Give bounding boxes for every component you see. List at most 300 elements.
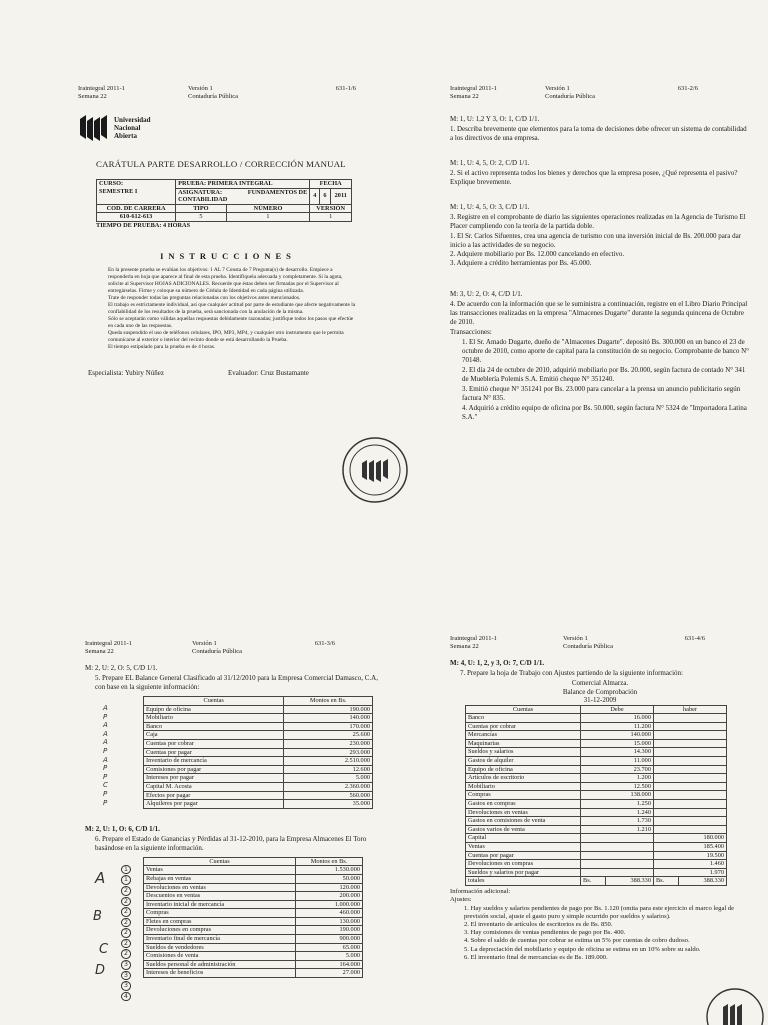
header-course: Iraintegral 2011-1 bbox=[85, 640, 132, 647]
account-amount: 12.600 bbox=[284, 765, 373, 774]
instruction-paragraph: El tiempo estipulado para la prueba es de 4 horas. bbox=[108, 343, 216, 350]
column-header: haber bbox=[653, 705, 726, 714]
header-version: Versión 1 bbox=[188, 85, 213, 92]
instruction-paragraph: Sólo se aceptarán como válidas aquellas respuestas debidamente razonadas; justifique todos los pasos que efectúe en cada uno de las respuestas. bbox=[108, 315, 354, 329]
account-name: Sueldos de vendedores bbox=[144, 943, 296, 952]
ajuste-item: 5. La depreciación del mobiliario y equipo de oficina se estima en un 10% sobre su saldo. bbox=[464, 945, 701, 953]
account-name: Gastos varios de venta bbox=[466, 825, 581, 834]
page-header bbox=[450, 635, 750, 659]
transactions-label: Transacciones: bbox=[450, 328, 492, 336]
column-header: Debe bbox=[581, 705, 654, 714]
table-row bbox=[144, 765, 373, 774]
margin-mark: P bbox=[103, 712, 108, 721]
account-name: Cuentas por pagar bbox=[466, 851, 581, 860]
debe-amount: 12.500 bbox=[581, 782, 654, 791]
ajuste-item: 3. Hay comisiones de ventas pendientes de pago por Bs. 400. bbox=[464, 929, 626, 937]
debe-amount: 11.000 bbox=[581, 757, 654, 766]
debe-amount: 1.250 bbox=[581, 800, 654, 809]
university-name-line: Universidad bbox=[114, 116, 151, 124]
table-row bbox=[144, 960, 363, 969]
account-amount: 140.000 bbox=[284, 714, 373, 723]
question-7 bbox=[450, 659, 750, 678]
table-row bbox=[144, 705, 373, 714]
account-amount: 170.000 bbox=[284, 722, 373, 731]
table-row bbox=[466, 765, 727, 774]
account-name: Inventario final de mercancía bbox=[144, 935, 296, 944]
tipo-label: TIPO bbox=[176, 204, 227, 213]
question-text: 1. Describa brevemente que elementos para la toma de decisiones debe ofrecer un sistema de contabilidad a los directivos de una empresa. bbox=[450, 125, 747, 142]
table-row bbox=[144, 774, 373, 783]
header-page-code: 631-1/6 bbox=[335, 85, 356, 92]
income-data-table bbox=[143, 857, 363, 978]
evaluador-name: Evaluador: Cruz Bustamante bbox=[228, 368, 309, 377]
haber-amount: 1.970 bbox=[653, 868, 726, 877]
table-row bbox=[466, 774, 727, 783]
version-label: VERSIÓN bbox=[310, 204, 352, 213]
table-row bbox=[144, 943, 363, 952]
table-row bbox=[144, 714, 373, 723]
table-row bbox=[466, 714, 727, 723]
especialista-name: Especialista: Yubiry Núñez bbox=[88, 368, 164, 377]
header-page-code: 631-2/6 bbox=[677, 85, 698, 92]
q3-item: 2. Adquiere mobiliario por Bs. 12.000 cancelando en efectivo. bbox=[450, 250, 625, 258]
question-text: 5. Prepare EL Balance General Clasificado al 31/12/2010 para la Empresa Comercial Damasco, C.A, con base en la siguiente información: bbox=[95, 674, 378, 691]
fecha-label: FECHA bbox=[310, 180, 352, 189]
question-text: 4. De acuerdo con la información que se le suministra a continuación, registre en el Libro Diario Principal las transacciones realizadas en la empresa "Almacenes Dugarte" durante la segunda quincena de Octubre de 2010. bbox=[450, 300, 748, 326]
currency-label: Bs. bbox=[653, 877, 678, 886]
currency-label: Bs. bbox=[581, 877, 606, 886]
table-row bbox=[144, 782, 373, 791]
table-row bbox=[144, 866, 363, 875]
tiempo-prueba: TIEMPO DE PRUEBA: 4 HORAS bbox=[96, 221, 191, 229]
question-3 bbox=[450, 203, 750, 268]
account-name: Banco bbox=[466, 714, 581, 723]
question-1 bbox=[450, 115, 750, 143]
account-amount: 230.000 bbox=[284, 739, 373, 748]
debe-amount: 138.000 bbox=[581, 791, 654, 800]
ajuste-item: 1. Hay sueldos y salarios pendientes de pago por Bs. 1.120 (omita para este ejercicio el marco legal de previsión social, ajuste el gasto puro y simple ocurrido por sueldos y salarios). bbox=[464, 904, 735, 920]
una-logo-icon bbox=[78, 113, 108, 143]
haber-amount bbox=[653, 808, 726, 817]
debe-amount bbox=[581, 843, 654, 852]
asignatura-label: ASIGNATURA: bbox=[178, 188, 223, 196]
account-name: Sueldos y salarios por pagar bbox=[466, 868, 581, 877]
account-amount: 25.600 bbox=[284, 731, 373, 740]
trial-balance-table bbox=[465, 705, 727, 886]
header-week: Semana 22 bbox=[450, 93, 479, 100]
account-amount: 1.530.000 bbox=[296, 866, 363, 875]
account-name: Sueldos personal de administración bbox=[144, 960, 296, 969]
header-version: Versión 1 bbox=[563, 635, 588, 642]
circled-number-mark: 2 bbox=[121, 928, 131, 938]
margin-mark: A bbox=[103, 729, 108, 738]
account-name: Cuentas por pagar bbox=[144, 748, 284, 757]
account-name: Mercancías bbox=[466, 731, 581, 740]
account-name: Devoluciones en ventas bbox=[144, 883, 296, 892]
margin-mark: P bbox=[103, 772, 108, 781]
account-name: Alquileres por pagar bbox=[144, 800, 284, 809]
page-4 bbox=[450, 635, 750, 962]
totals-label: totales bbox=[466, 877, 581, 886]
margin-mark: C bbox=[103, 781, 108, 790]
column-header: Montos en Bs. bbox=[296, 857, 363, 866]
debe-amount bbox=[581, 834, 654, 843]
circled-number-mark: 2 bbox=[121, 897, 131, 907]
table-row bbox=[144, 935, 363, 944]
university-name-line: Abierta bbox=[114, 132, 137, 140]
totals-row bbox=[466, 877, 727, 886]
header-page-code: 631-4/6 bbox=[684, 635, 705, 642]
debe-amount: 1.210 bbox=[581, 825, 654, 834]
question-2 bbox=[450, 159, 750, 187]
total-haber: 388.330 bbox=[678, 877, 726, 886]
circled-number-mark: 3 bbox=[121, 981, 131, 991]
account-name: Gastos de alquiler bbox=[466, 757, 581, 766]
question-text: 2. Si el activo representa todos los bienes y derechos que la empresa posee, ¿Qué representa el pasivo? Explique brevemente. bbox=[450, 169, 738, 186]
account-name: Capital bbox=[466, 834, 581, 843]
account-name: Artículos de escritorio bbox=[466, 774, 581, 783]
account-amount: 5.000 bbox=[284, 774, 373, 783]
table-row bbox=[466, 722, 727, 731]
account-amount: 190.000 bbox=[296, 926, 363, 935]
question-meta: M: 2, U: 1, O: 6, C/D 1/1. bbox=[85, 824, 160, 833]
account-amount: 65.000 bbox=[296, 943, 363, 952]
balance-data-table bbox=[143, 696, 373, 809]
instruction-paragraph: Queda suspendido el uso de teléfonos celulares, IPO, MP3, MP4, y cualquier otro instrumento que le permita comunicarse al exterior o interior del recinto donde se está desarrollando la Prueba. bbox=[108, 329, 344, 343]
debe-amount: 16.000 bbox=[581, 714, 654, 723]
account-name: Ventas bbox=[466, 843, 581, 852]
header-week: Semana 22 bbox=[78, 93, 107, 100]
account-name: Mobiliario bbox=[144, 714, 284, 723]
group-mark: B bbox=[93, 908, 102, 924]
account-name: Mobiliario bbox=[466, 782, 581, 791]
margin-mark: A bbox=[103, 721, 108, 730]
instruction-paragraph: Trate de responder todas las preguntas relacionadas con los objetivos antes mencionados. bbox=[108, 294, 301, 301]
circled-number-mark: 2 bbox=[121, 907, 131, 917]
university-name-line: Nacional bbox=[114, 124, 141, 132]
table-row bbox=[466, 731, 727, 740]
debe-amount: 1.730 bbox=[581, 817, 654, 826]
haber-amount bbox=[653, 739, 726, 748]
account-amount: 2.360.000 bbox=[284, 782, 373, 791]
circled-number-mark: 2 bbox=[121, 886, 131, 896]
table-row bbox=[144, 722, 373, 731]
haber-amount: 185.400 bbox=[653, 843, 726, 852]
debe-amount: 11.200 bbox=[581, 722, 654, 731]
semestre-value: SEMESTRE I bbox=[99, 187, 138, 195]
circled-number-mark: 3 bbox=[121, 960, 131, 970]
debe-amount: 23.700 bbox=[581, 765, 654, 774]
table-row bbox=[144, 909, 363, 918]
debe-amount: 1.200 bbox=[581, 774, 654, 783]
page-3 bbox=[85, 640, 385, 1000]
account-name: Maquinarias bbox=[466, 739, 581, 748]
haber-amount: 19.500 bbox=[653, 851, 726, 860]
page-header bbox=[85, 640, 385, 664]
account-name: Compras bbox=[144, 909, 296, 918]
table-row bbox=[466, 860, 727, 869]
account-amount: 5.000 bbox=[296, 952, 363, 961]
haber-amount bbox=[653, 791, 726, 800]
haber-amount: 1.460 bbox=[653, 860, 726, 869]
account-name: Compras bbox=[466, 791, 581, 800]
table-row bbox=[466, 868, 727, 877]
header-career: Contaduría Pública bbox=[192, 648, 243, 655]
table-row bbox=[144, 874, 363, 883]
group-mark: C bbox=[99, 941, 109, 957]
column-header: Cuentas bbox=[144, 697, 284, 706]
account-name: Gastos en compras bbox=[466, 800, 581, 809]
debe-amount: 140.000 bbox=[581, 731, 654, 740]
header-week: Semana 22 bbox=[450, 643, 479, 650]
haber-amount bbox=[653, 722, 726, 731]
table-row bbox=[466, 834, 727, 843]
account-amount: 293.000 bbox=[284, 748, 373, 757]
account-name: Inventario inicial de mercancía bbox=[144, 900, 296, 909]
account-amount: 1.000.000 bbox=[296, 900, 363, 909]
header-course: Iraintegral 2011-1 bbox=[450, 635, 497, 642]
page-1 bbox=[78, 85, 378, 381]
account-name: Equipo de oficina bbox=[144, 705, 284, 714]
info-label: Información adicional: bbox=[450, 887, 511, 895]
balance-company: Comercial Almarza. bbox=[571, 679, 629, 687]
tipo-value: 5 bbox=[176, 213, 227, 222]
group-mark: A bbox=[95, 868, 106, 887]
column-header: Cuentas bbox=[144, 857, 296, 866]
fecha-year: 2011 bbox=[330, 188, 351, 204]
account-name: Devoluciones en compras bbox=[144, 926, 296, 935]
page-header bbox=[78, 85, 378, 109]
account-name: Equipo de oficina bbox=[466, 765, 581, 774]
account-name: Banco bbox=[144, 722, 284, 731]
circled-number-mark: 2 bbox=[121, 939, 131, 949]
account-amount: 120.000 bbox=[296, 883, 363, 892]
haber-amount bbox=[653, 765, 726, 774]
university-logo-block bbox=[78, 113, 378, 143]
table-row bbox=[144, 900, 363, 909]
account-name: Efectos por pagar bbox=[144, 791, 284, 800]
account-amount: 190.000 bbox=[284, 705, 373, 714]
account-amount: 35.000 bbox=[284, 800, 373, 809]
debe-amount: 15.000 bbox=[581, 739, 654, 748]
circled-number-mark: 3 bbox=[121, 971, 131, 981]
haber-amount bbox=[653, 731, 726, 740]
cod-label: COD. DE CARRERA bbox=[97, 204, 176, 213]
fecha-month: 6 bbox=[320, 188, 330, 204]
ajuste-item: 2. El inventario de artículos de escritorios es de Bs. 850. bbox=[464, 920, 613, 928]
question-meta: M: 1, U: 4, 5, O: 2, C/D 1/1. bbox=[450, 159, 530, 167]
table-row bbox=[466, 825, 727, 834]
cod-value: 610-612-613 bbox=[97, 213, 176, 222]
table-row bbox=[144, 731, 373, 740]
numero-label: NÚMERO bbox=[226, 204, 310, 213]
version-value: 1 bbox=[310, 213, 352, 222]
debe-amount bbox=[581, 860, 654, 869]
numero-value: 1 bbox=[226, 213, 310, 222]
haber-amount bbox=[653, 774, 726, 783]
table-row bbox=[466, 791, 727, 800]
header-course: Iraintegral 2011-1 bbox=[78, 85, 125, 92]
debe-amount bbox=[581, 868, 654, 877]
circled-number-mark: 1 bbox=[121, 865, 131, 875]
header-career: Contaduría Pública bbox=[563, 643, 614, 650]
question-meta: M: 3, U: 2, O: 4, C/D 1/1. bbox=[450, 290, 523, 298]
asignatura-value-2: CONTABILIDAD bbox=[178, 196, 228, 204]
curso-label: CURSO: bbox=[99, 180, 124, 187]
table-row bbox=[144, 917, 363, 926]
account-amount: 560.000 bbox=[284, 791, 373, 800]
account-name: Caja bbox=[144, 731, 284, 740]
account-name: Intereses por pagar bbox=[144, 774, 284, 783]
haber-amount bbox=[653, 714, 726, 723]
question-meta: M: 2, U: 2, O: 5, C/D 1/1. bbox=[85, 664, 158, 672]
instruction-paragraph: En la presente prueba se evalúan los objetivos: 1 AL 7 Consta de 7 Pregunta(s) de desarrollo. Empiece a responderla en hoja que aparece al final de esta prueba. Identifíquela adecuada y completamente. Si la agota, solicite al Supervisor HOJAS ADICIONALES. Recuerde que éstas deben ser firmadas por el Supervisor al entregárselas. Firme y coloque su número de Cédula de Identidad en cada página utilizada. bbox=[108, 266, 343, 294]
fecha-day: 4 bbox=[310, 188, 320, 204]
account-name: Devoluciones en compras bbox=[466, 860, 581, 869]
question-text: 7. Prepare la hoja de Trabajo con Ajustes partiendo de la siguiente información: bbox=[460, 669, 683, 677]
circled-number-mark: 1 bbox=[121, 875, 131, 885]
table-row bbox=[466, 748, 727, 757]
q4-item: 2. El día 24 de octubre de 2010, adquirió mobiliario por Bs. 20.000, según factura de contado N° 341 de Mueblería Polemis S.A. Emitió cheque N° 351240. bbox=[462, 366, 746, 383]
haber-amount: 180.000 bbox=[653, 834, 726, 843]
account-name: Cuentas por cobrar bbox=[144, 739, 284, 748]
balance-date: 31-12-2009 bbox=[583, 696, 617, 704]
haber-amount bbox=[653, 757, 726, 766]
instruction-paragraph: El trabajo es estrictamente individual, así que cualquier actitud por parte de estudiante que afecte negativamente la confiabilidad de los resultados de la prueba, será sancionada con la anulación de la misma. bbox=[108, 301, 356, 315]
exam-info-table bbox=[96, 179, 352, 222]
q4-item: 1. El Sr. Amado Dugarte, dueño de "Almacenes Dugarte". depositó Bs. 300.000 en un banco el 23 de octubre de 2010, como aporte de capital para la constitución de su negocio. Comprobante de banco N° 70148. bbox=[462, 338, 749, 364]
header-career: Contaduría Pública bbox=[545, 93, 596, 100]
ajuste-item: 4. Sobre el saldo de cuentas por cobrar se estima un 5% por cuentas de cobro dudoso. bbox=[464, 937, 690, 945]
account-amount: 164.000 bbox=[296, 960, 363, 969]
asignatura-value: FUNDAMENTOS DE bbox=[247, 188, 308, 196]
prueba-value: PRUEBA: PRIMERA INTEGRAL bbox=[176, 180, 310, 189]
account-name: Rebajas en ventas bbox=[144, 874, 296, 883]
account-name: Intereses de beneficios bbox=[144, 969, 296, 978]
question-meta: M: 4, U: 1, 2, y 3, O: 7, C/D 1/1. bbox=[450, 659, 545, 667]
table-row bbox=[144, 926, 363, 935]
account-amount: 460.000 bbox=[296, 909, 363, 918]
haber-amount bbox=[653, 825, 726, 834]
header-career: Contaduría Pública bbox=[188, 93, 239, 100]
circled-number-mark: 4 bbox=[121, 992, 131, 1002]
account-name: Comisiones por pagar bbox=[144, 765, 284, 774]
column-header: Cuentas bbox=[466, 705, 581, 714]
ajustes-label: Ajustes: bbox=[450, 896, 472, 904]
account-name: Devoluciones en ventas bbox=[466, 808, 581, 817]
margin-mark: A bbox=[103, 755, 108, 764]
header-version: Versión 1 bbox=[545, 85, 570, 92]
header-week: Semana 22 bbox=[85, 648, 114, 655]
question-text: 6. Prepare el Estado de Ganancias y Pérdidas al 31-12-2010, para la Empresa Almacenes El Toro basándose en la siguiente información. bbox=[95, 834, 367, 852]
table-row bbox=[466, 739, 727, 748]
account-amount: 2.510.000 bbox=[284, 757, 373, 766]
account-amount: 50.000 bbox=[296, 874, 363, 883]
table-row bbox=[466, 817, 727, 826]
margin-mark: P bbox=[103, 798, 108, 807]
total-debe: 388.330 bbox=[605, 877, 653, 886]
haber-amount bbox=[653, 748, 726, 757]
question-4 bbox=[450, 290, 750, 422]
q3-item: 1. El Sr. Carlos Sifuentes, crea una agencia de turismo con una inversión inicial de Bs. 200.000 para dar inicio a las actividades de su negocio. bbox=[450, 232, 742, 249]
question-5 bbox=[85, 664, 385, 692]
header-course: Iraintegral 2011-1 bbox=[450, 85, 497, 92]
account-amount: 200.000 bbox=[296, 892, 363, 901]
circled-number-mark: 2 bbox=[121, 918, 131, 928]
table-row bbox=[144, 969, 363, 978]
q4-item: 4. Adquirió a crédito equipo de oficina por Bs. 50.000, según factura N° 5324 de "Importadora Latina S.A." bbox=[462, 404, 747, 421]
debe-amount: 1.240 bbox=[581, 808, 654, 817]
group-mark: D bbox=[95, 962, 106, 978]
table-row bbox=[466, 843, 727, 852]
question-meta: M: 1, U: 1,2 Y 3, O: 1, C/D 1/1. bbox=[450, 115, 540, 123]
haber-amount bbox=[653, 800, 726, 809]
account-name: Comisiones de venta bbox=[144, 952, 296, 961]
haber-amount bbox=[653, 782, 726, 791]
university-seal-icon bbox=[705, 985, 765, 1025]
table-row bbox=[466, 800, 727, 809]
university-seal-icon bbox=[340, 435, 410, 505]
signatures-line bbox=[78, 369, 378, 381]
balance-name: Balance de Comprobación bbox=[562, 687, 638, 696]
header-page-code: 631-3/6 bbox=[314, 640, 335, 647]
table-row bbox=[466, 782, 727, 791]
haber-amount bbox=[653, 817, 726, 826]
table-row bbox=[144, 883, 363, 892]
balance-heading bbox=[450, 679, 750, 705]
table-row bbox=[144, 739, 373, 748]
margin-mark: P bbox=[103, 746, 108, 755]
table-row bbox=[466, 851, 727, 860]
margin-mark: P bbox=[103, 789, 108, 798]
account-name: Ventas bbox=[144, 866, 296, 875]
table-row bbox=[144, 757, 373, 766]
page-header bbox=[450, 85, 750, 109]
table-row bbox=[466, 808, 727, 817]
table-row bbox=[144, 952, 363, 961]
column-header: Montos en Bs. bbox=[284, 697, 373, 706]
table-row bbox=[144, 892, 363, 901]
q3-item: 3. Adquiere a crédito herramientas por Bs. 45.000. bbox=[450, 259, 592, 267]
table-row bbox=[144, 791, 373, 800]
margin-mark: A bbox=[103, 704, 108, 712]
account-name: Sueldos y salarios bbox=[466, 748, 581, 757]
question-text: 3. Registre en el comprobante de diario las siguientes operaciones realizadas en la Agencia de Turismo El Placer cumpliendo con la teoría de la partida doble. bbox=[450, 213, 746, 230]
debe-amount bbox=[581, 851, 654, 860]
account-amount: 27.000 bbox=[296, 969, 363, 978]
margin-mark: A bbox=[103, 738, 108, 747]
account-name: Gastos en comisiones de venta bbox=[466, 817, 581, 826]
account-name: Cuentas por cobrar bbox=[466, 722, 581, 731]
account-amount: 900.000 bbox=[296, 935, 363, 944]
page-2 bbox=[450, 85, 750, 423]
account-name: Descuentos en ventas bbox=[144, 892, 296, 901]
account-name: Inventario de mercancía bbox=[144, 757, 284, 766]
instructions-title: INSTRUCCIONES bbox=[160, 250, 296, 261]
q4-item: 3. Emitió cheque N° 351241 por Bs. 23.000 para cancelar a la prensa un anuncio publicitario según factura N° 835. bbox=[462, 385, 741, 402]
account-name: Capital M. Acosta bbox=[144, 782, 284, 791]
account-name: Fletes en compras bbox=[144, 917, 296, 926]
question-6 bbox=[85, 825, 385, 853]
account-amount: 130.000 bbox=[296, 917, 363, 926]
table-row bbox=[466, 757, 727, 766]
header-version: Versión 1 bbox=[192, 640, 217, 647]
caratula-title: CARÁTULA PARTE DESARROLLO / CORRECCIÓN MANUAL bbox=[96, 159, 346, 169]
margin-mark: P bbox=[103, 764, 108, 773]
question-meta: M: 1, U: 4, 5, O: 3, C/D 1/1. bbox=[450, 203, 530, 211]
ajuste-item: 6. El inventario final de mercancías es de Bs. 189.000. bbox=[464, 953, 608, 961]
table-row bbox=[144, 800, 373, 809]
